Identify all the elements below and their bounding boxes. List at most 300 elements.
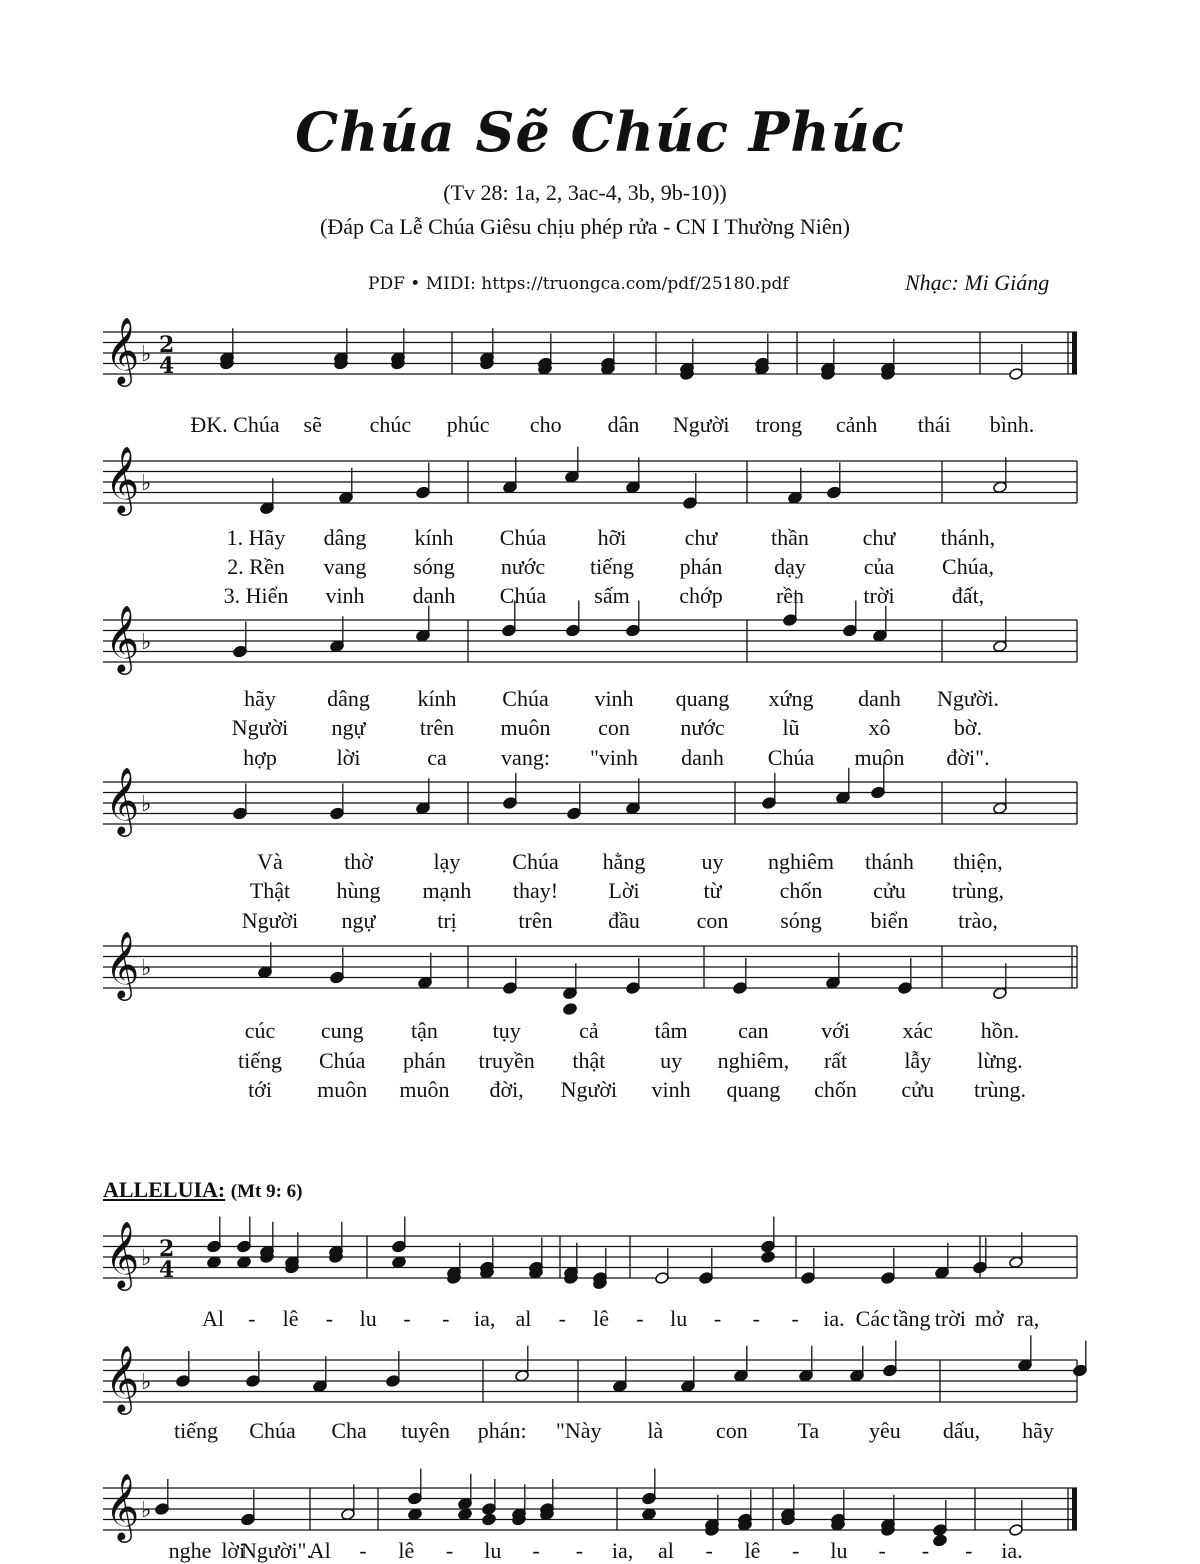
lyric-word: ĐK. Chúa — [190, 412, 280, 437]
alleluia-lyric-word: lê — [282, 1306, 299, 1331]
lyric-word: lạy — [433, 849, 461, 874]
staff-system-5 — [0, 926, 1200, 1006]
staff-system-3 — [0, 600, 1200, 680]
lyric-word: đầu — [608, 908, 640, 933]
lyric-word: muôn — [399, 1077, 450, 1102]
note-head — [260, 478, 275, 514]
lyric-word: thần — [771, 525, 809, 550]
note-head — [993, 963, 1008, 999]
lyric-word: thánh — [865, 849, 914, 874]
staff-system-2 — [0, 441, 1200, 521]
note-head — [705, 1495, 720, 1537]
alleluia-lyric-word: Chúa — [249, 1418, 296, 1443]
lyric-word: thật — [572, 1048, 606, 1073]
flat-key-icon: ♭ — [141, 630, 152, 656]
lyric-word: hằng — [602, 849, 646, 874]
lyric-word: Chúa — [512, 849, 559, 874]
note-head — [762, 773, 777, 809]
lyric-word: Người — [241, 908, 299, 933]
note-head — [416, 778, 431, 814]
note-head — [155, 1479, 170, 1515]
alleluia-lyric-word: - — [442, 1306, 450, 1331]
lyric-word: xác — [902, 1018, 934, 1043]
treble-clef-icon: 𝄞 — [105, 604, 140, 672]
lyric-word: nước — [500, 554, 546, 579]
lyric-word: trên — [518, 908, 553, 933]
treble-clef-icon: 𝄞 — [105, 445, 140, 513]
note-head — [237, 1217, 252, 1269]
lyric-word: Và — [257, 849, 283, 874]
note-head — [850, 1346, 865, 1382]
staff-system-1 — [0, 312, 1200, 392]
alleluia-lyric-word: tuyên — [401, 1418, 451, 1443]
note-head — [871, 763, 886, 799]
alleluia-lyric-word: phán: — [477, 1418, 527, 1443]
lyric-word: nghiêm — [768, 849, 834, 874]
note-head — [386, 1351, 401, 1387]
alleluia-lyric-word: ra, — [1016, 1306, 1040, 1331]
lyric-word: từ — [703, 878, 722, 903]
lyric-word: Chúa, — [942, 554, 994, 579]
flat-key-icon: ♭ — [141, 792, 152, 818]
note-head — [898, 958, 913, 994]
lyric-word: cho — [529, 412, 562, 437]
alleluia-lyric-word: - — [575, 1538, 584, 1563]
note-head — [699, 1248, 714, 1284]
alleluia-lyric-word: - — [636, 1306, 644, 1331]
lyric-word: vang — [323, 554, 367, 579]
time-signature-top: 2 — [159, 1236, 175, 1262]
lyric-word: 2. Rền — [227, 554, 285, 579]
flat-key-icon: ♭ — [141, 1370, 152, 1396]
note-head — [993, 778, 1008, 814]
lyric-word: chốn — [814, 1077, 857, 1102]
note-head — [734, 1346, 749, 1382]
note-head — [601, 334, 616, 376]
lyric-word: sấm — [594, 583, 630, 608]
lyric-word: cúc — [244, 1018, 276, 1043]
lyric-word: Người — [672, 412, 730, 437]
lyric-word: vang: — [501, 745, 550, 770]
alleluia-staff-1 — [0, 1216, 1200, 1296]
note-head — [285, 1232, 300, 1274]
note-head — [836, 768, 851, 804]
alleluia-lyric-word: Al — [202, 1306, 224, 1331]
note-head — [626, 457, 641, 493]
lyric-word: vinh — [651, 1077, 691, 1102]
alleluia-lyric-word: Các — [855, 1306, 890, 1331]
lyric-word: xô — [868, 715, 891, 740]
note-head — [567, 784, 582, 820]
lyric-word: cả — [579, 1018, 599, 1043]
note-head — [935, 1243, 950, 1279]
treble-clef-icon: 𝄞 — [105, 1220, 140, 1288]
flat-key-icon: ♭ — [141, 1498, 152, 1524]
note-head — [683, 473, 698, 509]
note-head — [529, 1238, 544, 1280]
lyric-word: thánh, — [940, 525, 996, 550]
flat-key-icon: ♭ — [141, 471, 152, 497]
alleluia-lyric-word: lê — [398, 1538, 415, 1563]
flat-key-icon: ♭ — [141, 956, 152, 982]
note-head — [733, 958, 748, 994]
lyric-word: sóng — [413, 554, 455, 579]
lyric-word: trùng, — [952, 878, 1004, 903]
lyric-word: mạnh — [422, 878, 472, 903]
alleluia-lyric-word: - — [325, 1306, 334, 1331]
lyric-word: lời — [336, 745, 361, 770]
note-head — [613, 1356, 628, 1392]
occasion-subtitle: (Đáp Ca Lễ Chúa Giêsu chịu phép rửa - CN I Thường Niên) — [320, 214, 850, 239]
note-head — [565, 447, 580, 483]
lyric-word: cung — [320, 1018, 364, 1043]
alleluia-lyric-word: - — [792, 1538, 800, 1563]
lyric-word: của — [863, 554, 895, 579]
alleluia-lyric-word: là — [647, 1418, 664, 1443]
lyric-word: tận — [410, 1018, 438, 1043]
alleluia-lyric-word: "Này — [555, 1418, 602, 1443]
note-head — [1009, 344, 1024, 380]
lyric-word: rền — [775, 583, 805, 608]
treble-clef-icon: 𝄞 — [105, 1472, 140, 1540]
note-head — [339, 468, 354, 504]
lyric-word: phán — [679, 554, 723, 579]
lyric-word: lừng. — [977, 1048, 1023, 1073]
lyric-word: tâm — [654, 1018, 688, 1043]
lyric-word: dạy — [774, 554, 806, 579]
alleluia-lyric-word: tiếng — [174, 1418, 218, 1443]
lyric-word: Người — [560, 1077, 618, 1102]
note-head — [881, 339, 896, 381]
lyric-word: tụy — [492, 1018, 521, 1043]
alleluia-label: ALLELUIA: — [103, 1177, 226, 1202]
alleluia-lyric-word: - — [558, 1306, 566, 1331]
note-head — [408, 1469, 423, 1521]
lyric-word: cửu — [901, 1077, 935, 1102]
alleluia-lyric-word: con — [715, 1418, 748, 1443]
note-head — [1009, 1500, 1024, 1536]
flat-key-icon: ♭ — [141, 1246, 152, 1272]
alleluia-staff-2 — [0, 1340, 1200, 1420]
note-head — [827, 463, 842, 499]
note-head — [821, 339, 836, 381]
lyric-word: danh — [412, 583, 456, 608]
song-title: Chúa Sẽ Chúc Phúc — [295, 100, 905, 164]
alleluia-lyric-word: - — [713, 1306, 722, 1331]
note-head — [788, 468, 803, 504]
lyric-word: dâng — [327, 686, 370, 711]
note-head — [883, 1341, 898, 1377]
lyric-word: chốn — [779, 878, 823, 903]
lyric-word: Người — [231, 715, 289, 740]
lyric-word: Người. — [936, 686, 1000, 711]
lyric-word: phán — [403, 1048, 446, 1073]
alleluia-lyric-word: - — [752, 1306, 760, 1331]
lyric-word: lũ — [782, 715, 800, 740]
note-head — [881, 1248, 896, 1284]
note-head — [392, 1217, 407, 1269]
note-head — [563, 963, 578, 1015]
alleluia-lyric-word: lu — [484, 1538, 502, 1563]
note-head — [873, 606, 888, 642]
note-head — [330, 784, 345, 820]
alleluia-lyric-word: dấu, — [942, 1418, 981, 1443]
lyric-word: đất, — [951, 583, 985, 608]
lyric-word: cửu — [873, 878, 906, 903]
alleluia-reference: (Mt 9: 6) — [230, 1181, 303, 1202]
alleluia-staff-3 — [0, 1468, 1200, 1548]
lyric-word: đời, — [489, 1077, 524, 1102]
lyric-word: Chúa — [767, 745, 815, 770]
alleluia-lyric-word: lu — [670, 1306, 688, 1331]
time-signature-bottom: 4 — [159, 353, 175, 379]
lyric-word: trời — [863, 583, 895, 608]
alleluia-lyric-word: nghe — [168, 1538, 212, 1563]
lyric-word: quang — [726, 1077, 781, 1102]
note-head — [540, 1479, 555, 1521]
note-head — [330, 616, 345, 652]
alleluia-lyric-word: al — [515, 1306, 532, 1331]
lyric-word: lẫy — [904, 1048, 932, 1073]
alleluia-lyric-word: ia, — [611, 1538, 634, 1563]
lyric-word: Lời — [608, 878, 640, 903]
note-head — [738, 1490, 753, 1532]
lyric-word: hợp — [243, 745, 277, 770]
alleluia-lyric-word: - — [791, 1306, 799, 1331]
note-head — [799, 1346, 814, 1382]
note-head — [418, 953, 433, 989]
lyric-word: uy — [660, 1048, 683, 1073]
alleluia-lyric-word: - — [445, 1538, 454, 1563]
lyric-word: ngự — [331, 715, 366, 740]
alleluia-lyric-word: Ta — [797, 1418, 820, 1443]
lyric-word: sóng — [780, 908, 822, 933]
note-head — [447, 1243, 462, 1285]
alleluia-lyric-word: - — [532, 1538, 540, 1563]
note-head — [246, 1351, 261, 1387]
lyric-word: thờ — [344, 849, 373, 874]
alleluia-lyric-word: tầng — [892, 1306, 931, 1331]
lyric-word: thiện, — [953, 849, 1003, 874]
lyric-word: thái — [917, 412, 951, 437]
lyric-word: đời". — [946, 745, 990, 770]
lyric-word: cảnh — [835, 412, 878, 437]
lyric-word: trùng. — [974, 1077, 1026, 1102]
lyric-word: Chúa — [502, 686, 549, 711]
alleluia-lyric-word: - — [248, 1306, 256, 1331]
lyric-word: tiếng — [590, 554, 634, 579]
lyric-word: Chúa — [318, 1048, 366, 1073]
alleluia-lyric-word: lê — [744, 1538, 761, 1563]
lyric-word: biển — [870, 908, 909, 933]
lyric-word: kính — [414, 525, 454, 550]
alleluia-lyric-word: lê — [593, 1306, 610, 1331]
time-signature-top: 2 — [159, 332, 175, 358]
lyric-word: trong — [755, 412, 803, 437]
note-head — [681, 1356, 696, 1392]
lyric-word: "vinh — [589, 745, 639, 770]
note-head — [458, 1474, 473, 1521]
staff-system-4 — [0, 762, 1200, 842]
note-head — [313, 1356, 328, 1392]
lyric-word: muôn — [500, 715, 551, 740]
lyric-word: Chúa — [499, 583, 547, 608]
note-head — [993, 457, 1008, 493]
alleluia-lyric-word: - — [359, 1538, 367, 1563]
lyric-word: danh — [858, 686, 901, 711]
lyric-word: ngự — [341, 908, 376, 933]
lyric-word: chúc — [369, 412, 412, 437]
note-head — [1018, 1335, 1033, 1371]
lyric-word: hùng — [336, 878, 381, 903]
note-head — [538, 334, 553, 376]
note-head — [391, 328, 406, 370]
lyric-word: hồn. — [980, 1018, 1020, 1043]
note-head — [220, 328, 235, 370]
alleluia-lyric-word: - — [921, 1538, 930, 1563]
note-head — [260, 1222, 275, 1264]
note-head — [503, 773, 518, 809]
note-head — [482, 1479, 497, 1526]
note-head — [626, 601, 641, 637]
lyric-word: Chúa — [499, 525, 547, 550]
lyric-word: xứng — [768, 686, 814, 711]
lyric-word: chư — [862, 525, 896, 550]
lyric-word: tới — [248, 1077, 272, 1102]
alleluia-lyric-word: Người". — [240, 1538, 313, 1563]
note-head — [334, 328, 349, 370]
lyric-word: sẽ — [303, 412, 322, 437]
note-head — [801, 1248, 816, 1284]
lyric-word: 1. Hãy — [226, 525, 286, 550]
note-head — [626, 958, 641, 994]
alleluia-lyric-word: hãy — [1022, 1418, 1054, 1443]
note-head — [1009, 1232, 1024, 1268]
note-head — [416, 463, 431, 499]
alleluia-heading — [103, 1177, 303, 1203]
lyric-word: Thật — [249, 878, 291, 903]
alleluia-lyric-word: - — [878, 1538, 886, 1563]
lyric-word: uy — [701, 849, 724, 874]
treble-clef-icon: 𝄞 — [105, 1344, 140, 1412]
lyric-word: bình. — [989, 412, 1035, 437]
lyric-word: tiếng — [238, 1048, 282, 1073]
note-head — [1073, 1341, 1088, 1377]
alleluia-lyric-word: trời — [934, 1306, 966, 1331]
note-head — [642, 1469, 657, 1521]
note-head — [341, 1484, 356, 1520]
note-head — [881, 1495, 896, 1537]
lyric-word: muôn — [854, 745, 905, 770]
note-head — [680, 339, 695, 381]
note-head — [480, 1238, 495, 1280]
note-head — [626, 778, 641, 814]
lyric-word: con — [598, 715, 630, 740]
lyric-word: muôn — [317, 1077, 368, 1102]
lyric-word: dân — [607, 412, 640, 437]
note-head — [655, 1248, 670, 1284]
lyric-word: dâng — [323, 525, 367, 550]
note-head — [480, 328, 495, 370]
note-head — [330, 948, 345, 984]
lyric-word: 3. Hiển — [223, 583, 289, 608]
note-head — [503, 958, 518, 994]
note-head — [826, 953, 841, 989]
note-head — [564, 1243, 579, 1285]
note-head — [176, 1351, 191, 1387]
note-head — [843, 601, 858, 637]
alleluia-lyric-word: lu — [359, 1306, 377, 1331]
psalm-reference: (Tv 28: 1a, 2, 3ac-4, 3b, 9b-10)) — [443, 180, 727, 205]
lyric-word: thay! — [512, 878, 559, 903]
lyric-word: con — [696, 908, 729, 933]
lyric-word: truyền — [478, 1048, 535, 1073]
source-link[interactable]: PDF • MIDI: https://truongca.com/pdf/25180.pdf — [368, 274, 789, 294]
lyric-word: trên — [419, 715, 455, 740]
alleluia-lyric-word: - — [705, 1538, 713, 1563]
lyric-word: trào, — [958, 908, 998, 933]
lyric-word: phúc — [446, 412, 490, 437]
alleluia-lyric-word: ia. — [823, 1306, 845, 1331]
note-head — [566, 601, 581, 637]
alleluia-lyric-word: ia. — [1001, 1538, 1023, 1563]
note-head — [416, 606, 431, 642]
lyric-word: chư — [684, 525, 718, 550]
alleluia-lyric-word: yêu — [869, 1418, 901, 1443]
note-head — [502, 601, 517, 637]
note-head — [512, 1484, 527, 1526]
note-head — [515, 1346, 530, 1382]
lyric-word: nước — [680, 715, 725, 740]
lyric-word: vinh — [594, 686, 634, 711]
lyric-word: nghiêm, — [717, 1048, 790, 1073]
lyric-word: vinh — [325, 583, 365, 608]
note-head — [329, 1222, 344, 1264]
note-head — [593, 1248, 608, 1290]
alleluia-lyric-word: mở — [974, 1306, 1004, 1331]
alleluia-lyric-word: - — [965, 1538, 973, 1563]
lyric-word: ca — [427, 745, 447, 770]
lyric-word: trị — [437, 908, 457, 933]
note-head — [755, 334, 770, 376]
note-head — [831, 1490, 846, 1532]
lyric-word: hãy — [244, 686, 276, 711]
alleluia-lyric-word: al — [657, 1538, 674, 1563]
lyric-word: bờ. — [953, 715, 983, 740]
lyric-word: quang — [675, 686, 730, 711]
note-head — [761, 1217, 776, 1264]
time-signature-bottom: 4 — [159, 1257, 175, 1283]
composer-credit: Nhạc: Mi Giáng — [905, 270, 1050, 295]
alleluia-lyric-word: Al — [308, 1538, 331, 1563]
lyric-word: kính — [417, 686, 457, 711]
lyric-word: can — [738, 1018, 769, 1043]
alleluia-lyric-word: ia, — [473, 1306, 496, 1331]
flat-key-icon: ♭ — [141, 342, 152, 368]
note-head — [258, 942, 273, 978]
lyric-word: danh — [681, 745, 724, 770]
lyric-word: với — [821, 1018, 850, 1043]
note-head — [993, 616, 1008, 652]
lyric-word: chớp — [679, 583, 723, 608]
alleluia-lyric-word: Cha — [331, 1418, 367, 1443]
alleluia-lyric-word: - — [403, 1306, 411, 1331]
note-head — [781, 1484, 796, 1526]
treble-clef-icon: 𝄞 — [105, 766, 140, 834]
treble-clef-icon: 𝄞 — [105, 316, 140, 384]
note-head — [233, 622, 248, 658]
treble-clef-icon: 𝄞 — [105, 930, 140, 998]
